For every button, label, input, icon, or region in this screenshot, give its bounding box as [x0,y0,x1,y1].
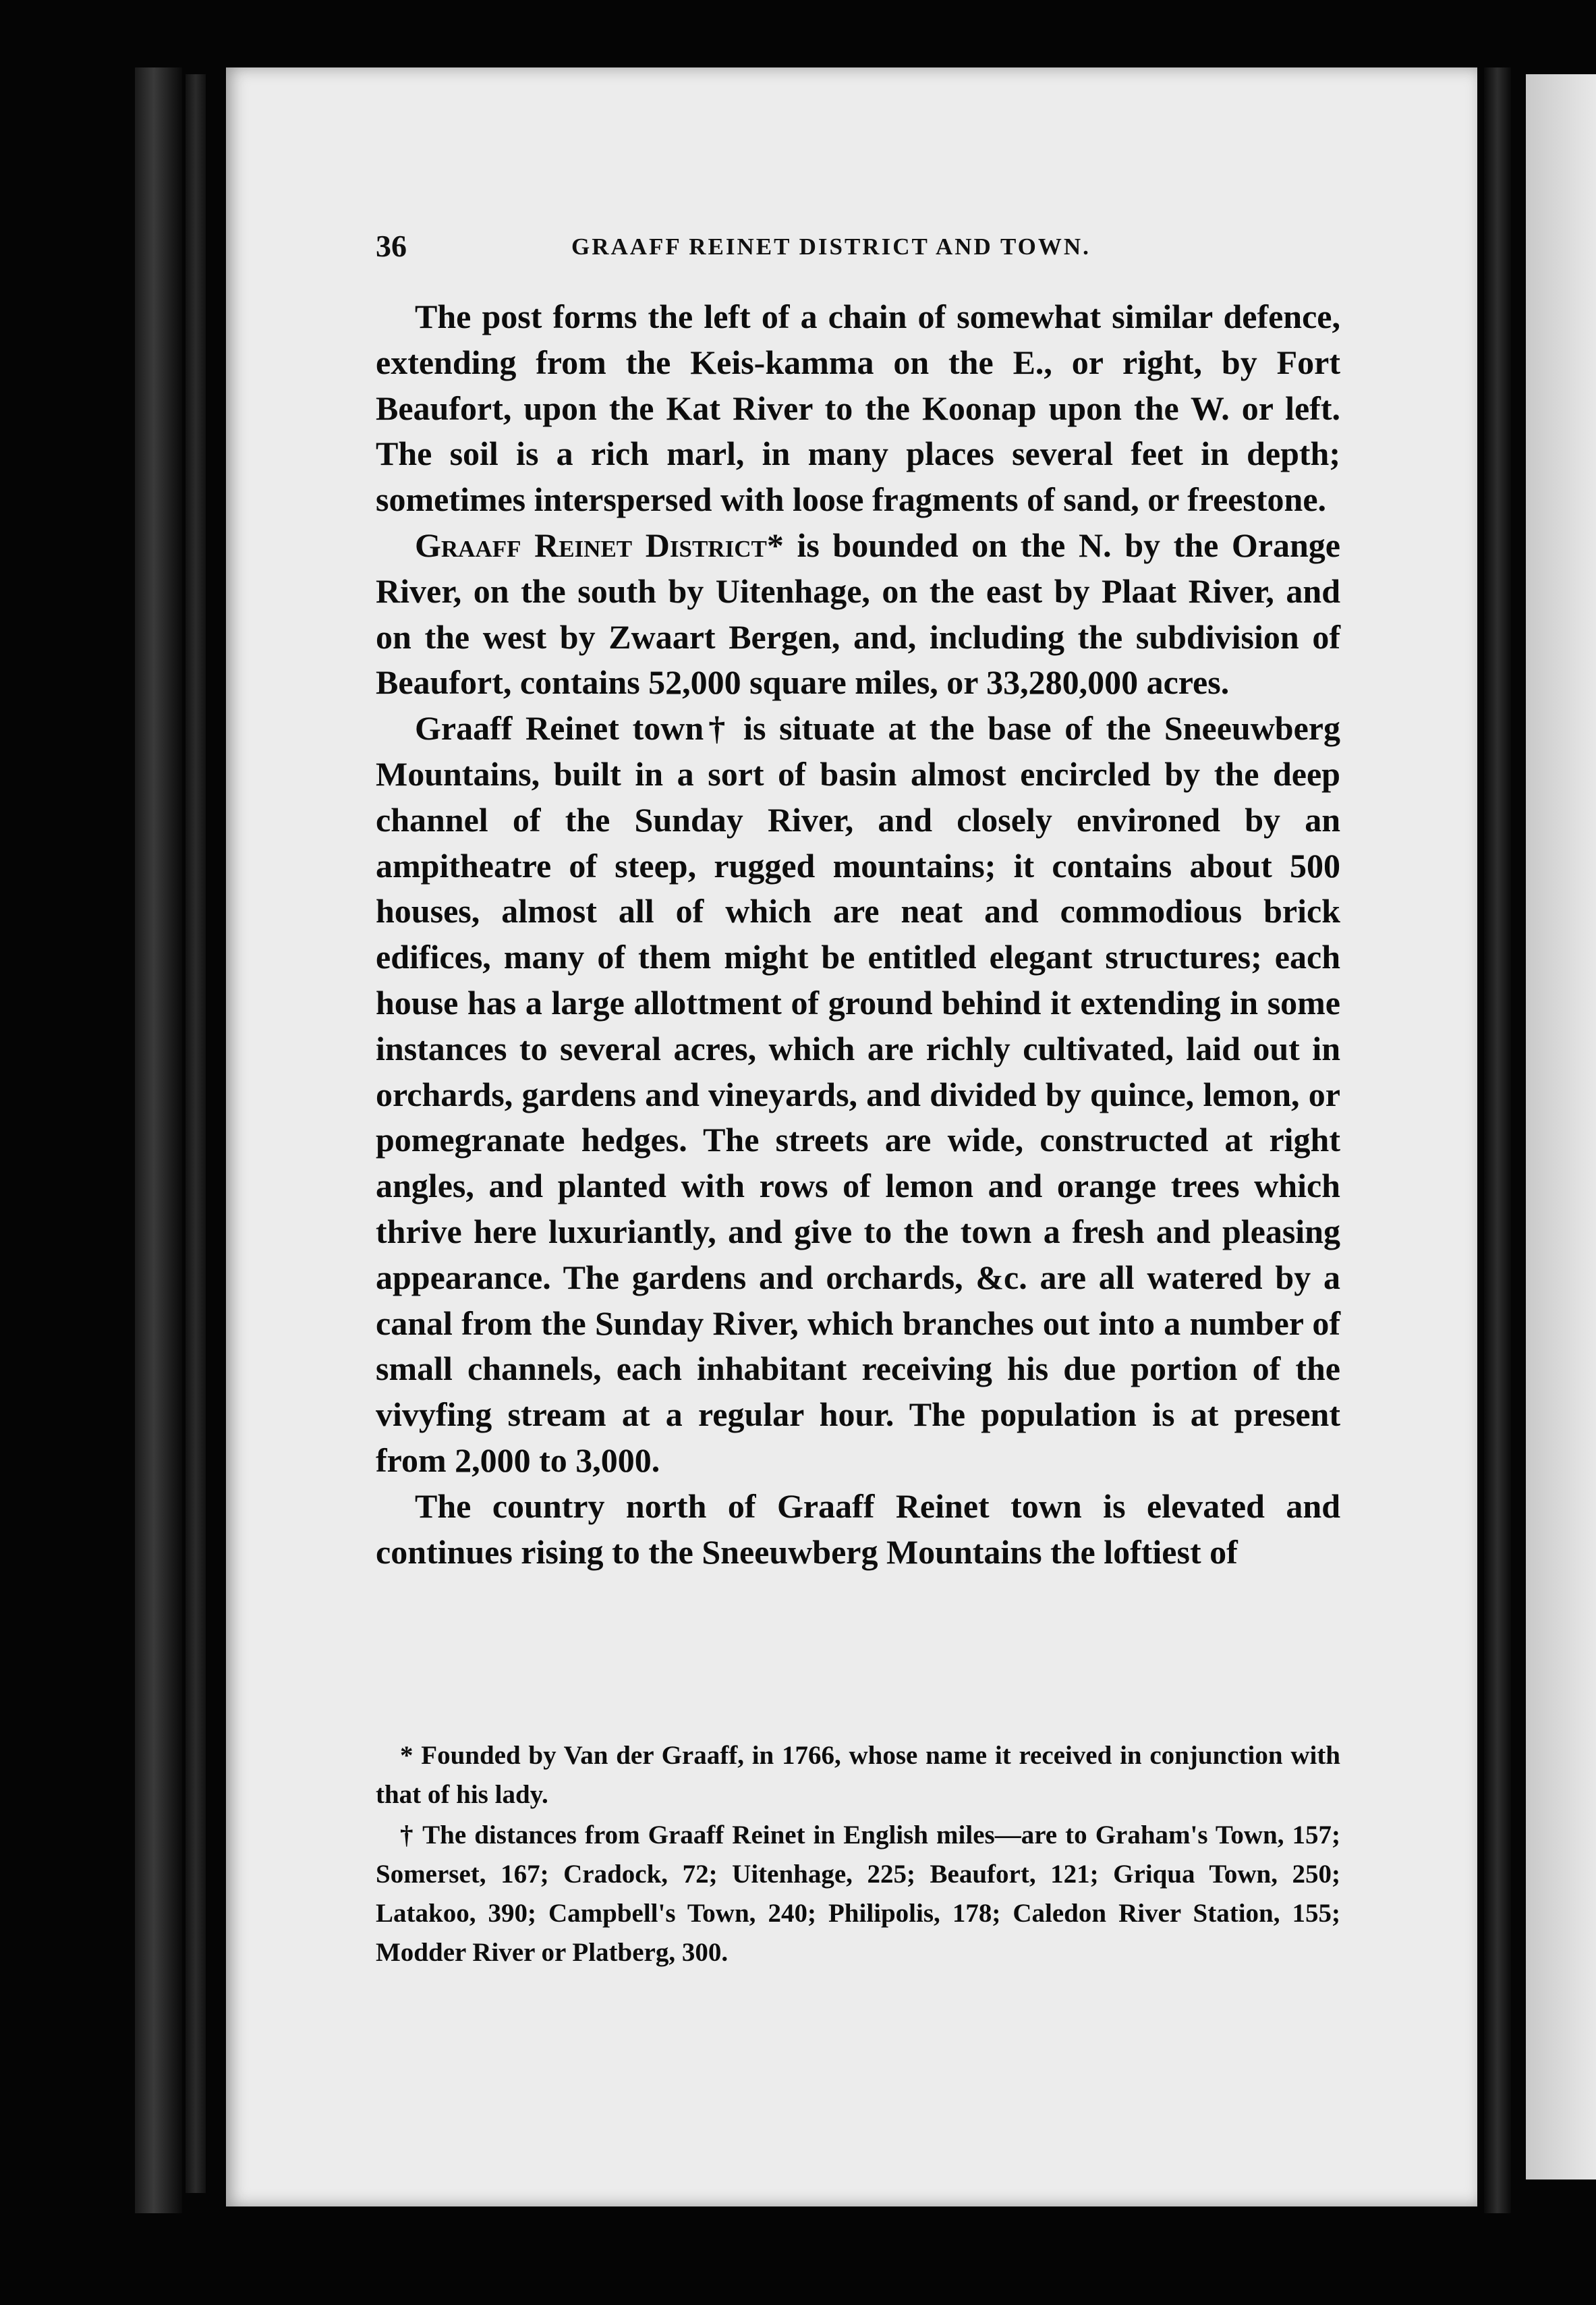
page-gutter-shadow [1484,67,1511,2213]
footnote-1: * Founded by Van der Graaff, in 1766, whose name it received in conjunction with that of his lady. [376,1741,1340,1809]
running-title: GRAAFF REINET DISTRICT AND TOWN. [571,233,1091,260]
book-binding-edge [135,67,182,2213]
paragraph-3: Graaff Reinet town† is situate at the base of the Sneeuwberg Mountains, built in a sort of basin almost encircled by the deep channel of the Sunday River, and closely environed by an ampitheatre of steep, rugged mountains; it contains about 500 houses, almost all of which are neat and commodious brick edifices, many of them might be entitled elegant structures; each house has a large allottment of ground behind it extending in some instances to several acres, which are richly cultivated, laid out in orchards, gardens and vineyards, and divided by quince, lemon, or pomegranate hedges. The streets are wide, constructed at right angles, and planted with rows of lemon and orange trees which thrive here luxuriantly, and give to the town a fresh and pleasing appearance. The gardens and orchards, &c. are all watered by a canal from the Sunday River, which branches out into a number of small channels, each inhabitant receiving his due portion of the vivyfing stream at a regular hour. The population is at present from 2,000 to 3,000. [376,709,1340,1479]
footnote-2: † The distances from Graaff Reinet in English miles—are to Graham's Town, 157; Somerset, 167; Cradock, 72; Uitenhage, 225; Beaufort, 121; Griqua Town, 250; Latakoo, 390; Campbell's Town, 240; Philipolis, 178; Caledon River Station, 155; Modder River or Platberg, 300. [376,1821,1340,1967]
district-heading: Graaff Reinet District* [415,526,784,564]
footnotes [376,1736,1340,1972]
running-head [376,228,1340,269]
book-binding-shadow [186,74,206,2193]
paragraph-1: The post forms the left of a chain of somewhat similar defence, extending from the Keis-kamma on the E., or right, by Fort Beaufort, upon the Kat River to the Koonap upon the W. or left. The soil is a rich marl, in many places several feet in depth; sometimes interspersed with loose fragments of sand, or freestone. [376,298,1340,519]
paragraph-4: The country north of Graaff Reinet town is elevated and continues rising to the Sneeuwberg Mountains the loftiest of [376,1487,1340,1571]
paragraph-2-text: is bounded on the N. by the Orange River, on the south by Uitenhage, on the east by Plaat River, and on the west by Zwaart Bergen, and, including the subdivision of Beaufort, contains 52,000 square miles, or 33,280,000 acres. [376,526,1340,702]
paragraph-2 [376,523,1340,706]
page-number: 36 [376,229,407,263]
body-text [376,294,1340,1575]
facing-page-edge [1526,74,1596,2179]
